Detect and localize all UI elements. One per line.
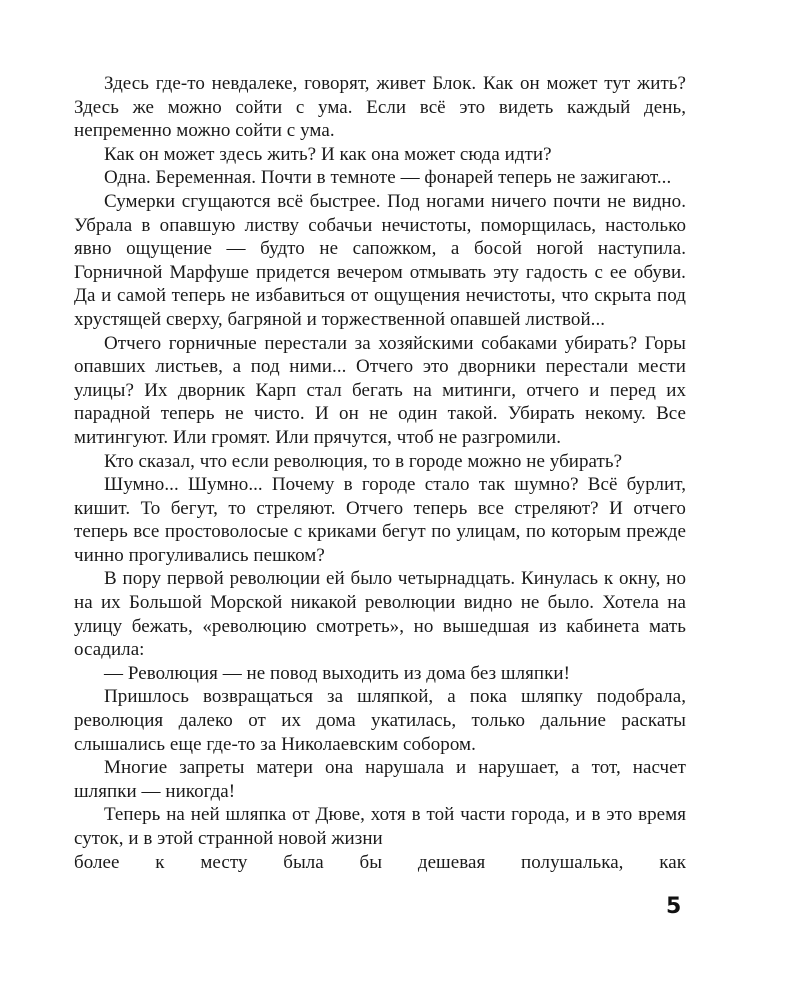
paragraph: Пришлось возвращаться за шляпкой, а пока шляпку подобрала, революция далеко от их дома укатилась, только дальние раскаты слышались еще где-то за Николаевским собором.	[74, 686, 686, 755]
paragraph: Теперь на ней шляпка от Дюве, хотя в той части города, и в это время суток, и в этой странной новой жизни	[74, 804, 686, 849]
paragraph: Отчего горничные перестали за хозяйскими собаками убирать? Горы опавших листьев, а под ними... Отчего это дворники перестали мести улицы? Их дворник Карп стал бегать на митинги, отчего и перед их парадной теперь не чисто. И он не один такой. Убирать некому. Все митингуют. Или громят. Или прячутся, чтоб не разгромили.	[74, 332, 686, 448]
paragraph: Как он может здесь жить? И как она может сюда идти?	[104, 143, 552, 165]
paragraph: В пору первой революции ей было четырнадцать. Кинулась к окну, но на их Большой Морской никакой революции видно не было. Хотела на улицу бежать, «революцию смотреть», но вышедшая из кабинета мать осадила:	[74, 568, 686, 661]
body-text	[74, 72, 686, 874]
page-number: 5	[666, 894, 682, 919]
paragraph: Кто сказал, что если революция, то в городе можно не убирать?	[104, 450, 623, 472]
paragraph: Сумерки сгущаются всё быстрее. Под ногами ничего почти не видно. Убрала в опавшую листву собачьи нечистоты, поморщилась, настолько явно ощущение — будто не сапожком, а босой ногой наступила. Горничной Марфуше придется вечером отмывать эту гадость с ее обуви. Да и самой теперь не избавиться от ощущения нечистоты, что скрыта под хрустящей сверху, багряной и торжественной опавшей листвой...	[74, 190, 686, 330]
paragraph: Шумно... Шумно... Почему в городе стало так шумно? Всё бурлит, кишит. То бегут, то стреляют. Отчего теперь все стреляют? И отчего теперь все простоволосые с криками бегут по улицам, по которым прежде чинно прогуливались пешком?	[74, 474, 686, 566]
dialogue-line: — Революция — не повод выходить из дома без шляпки!	[104, 662, 571, 684]
paragraph-continuation: более к месту была бы дешевая полушалька, как	[74, 851, 686, 873]
paragraph: Многие запреты матери она нарушала и нарушает, а тот, насчет шляпки — никогда!	[74, 757, 686, 802]
paragraph: Одна. Беременная. Почти в темноте — фонарей теперь не зажигают...	[104, 167, 672, 189]
paragraph: Здесь где-то невдалеке, говорят, живет Блок. Как он может тут жить? Здесь же можно сойти с ума. Если всё это видеть каждый день, непременно можно сойти с ума.	[74, 73, 686, 142]
